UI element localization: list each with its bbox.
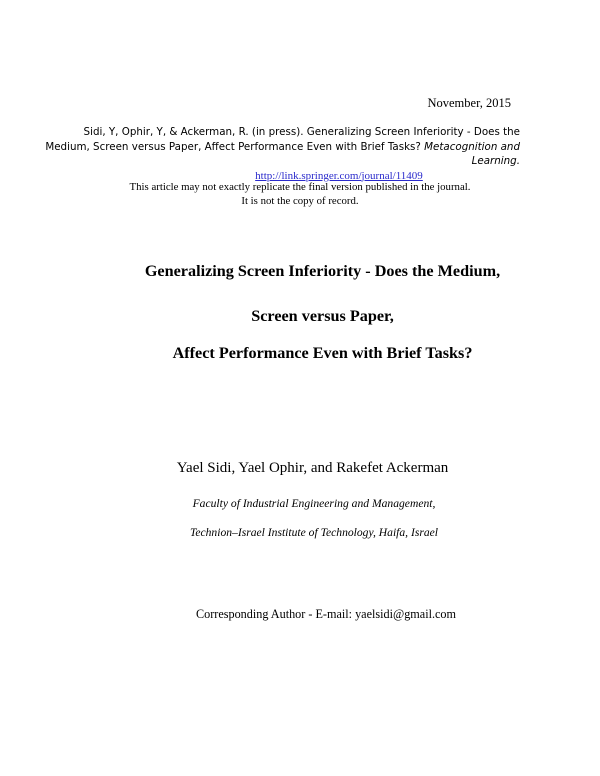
paper-title-line-3: Affect Performance Even with Brief Tasks? xyxy=(172,344,473,362)
paper-title-line-2: Screen versus Paper, xyxy=(251,307,394,325)
notice-line-1: This article may not exactly replicate the final version published in the journal. xyxy=(129,181,471,193)
citation-journal: Metacognition and Learning. xyxy=(424,140,520,167)
author-list: Yael Sidi, Yael Ophir, and Rakefet Ackerman xyxy=(176,460,449,476)
citation-text: Sidi, Y, Ophir, Y, & Ackerman, R. (in press). Generalizing Screen Inferiority - Does the Medium, Screen versus Paper, Affect Performance Even with Brief Tasks? xyxy=(45,126,520,153)
notice-line-2: It is not the copy of record. xyxy=(241,194,359,207)
corresponding-author: Corresponding Author - E-mail: yaelsidi@gmail.com xyxy=(195,607,456,621)
copy-notice xyxy=(0,181,600,208)
journal-link[interactable]: http://link.springer.com/journal/11409 xyxy=(255,169,423,182)
affiliation-line-2: Technion–Israel Institute of Technology, Haifa, Israel xyxy=(189,526,439,539)
citation-block xyxy=(40,125,520,183)
affiliation-line-1: Faculty of Industrial Engineering and Management, xyxy=(192,497,436,510)
paper-title-line-1: Generalizing Screen Inferiority - Does the Medium, xyxy=(144,262,501,280)
document-date: November, 2015 xyxy=(427,96,511,110)
